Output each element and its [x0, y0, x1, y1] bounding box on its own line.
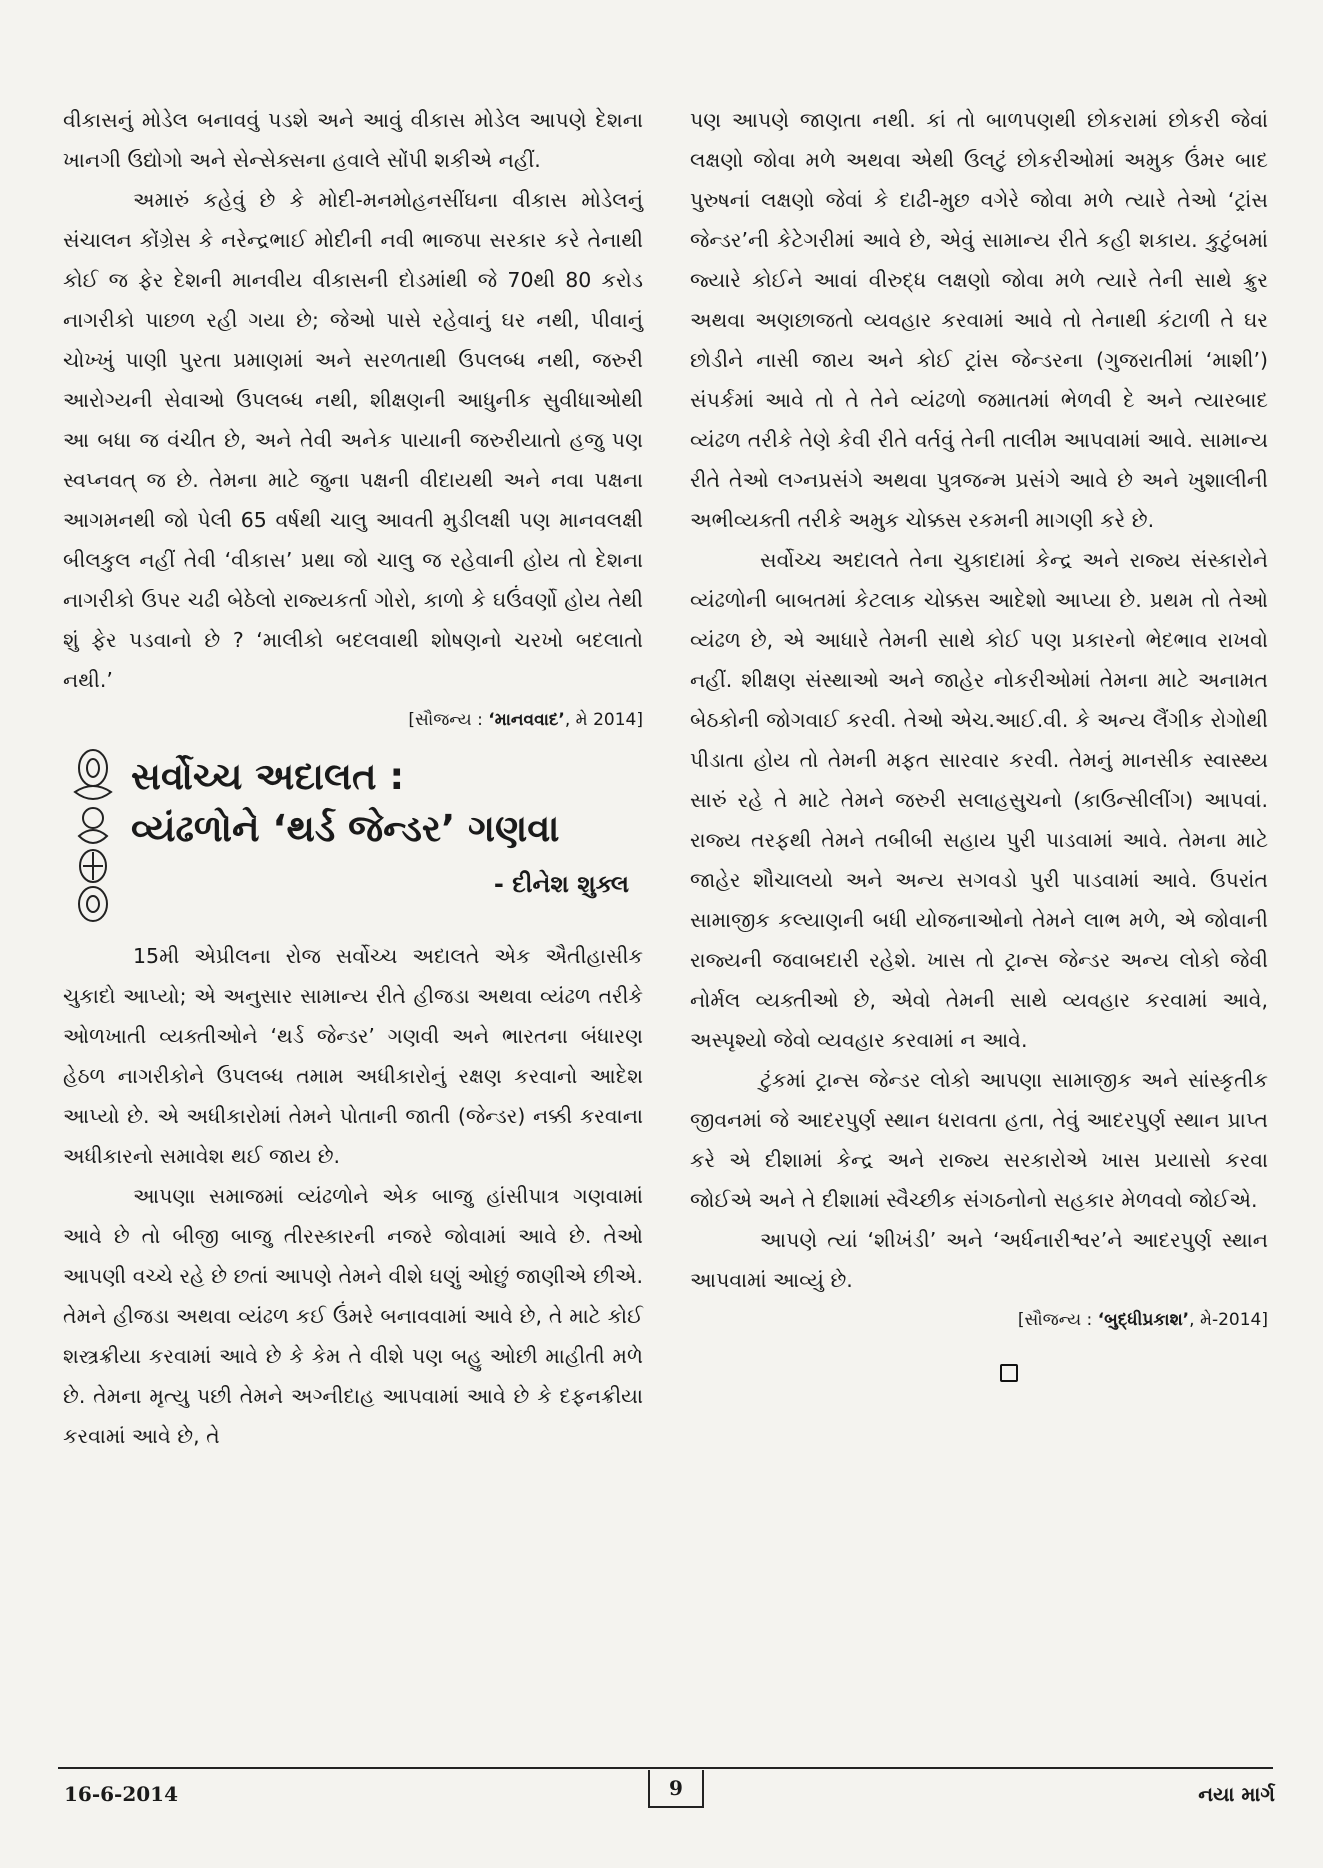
heading-line-2: વ્યંઢળોને ‘થર્ડ જેન્ડર’ ગણવા — [131, 807, 560, 850]
source-credit — [690, 1302, 1268, 1338]
credit-prefix: [સૌજન્ય : — [408, 710, 489, 730]
end-square-icon — [1000, 1364, 1018, 1382]
credit-suffix: , મે-2014] — [1189, 1310, 1268, 1330]
paragraph: આપણે ત્યાં ‘શીખંડી’ અને ‘અર્ધનારીશ્વર’ને આદરપુર્ણ સ્થાન આપવામાં આવ્યું છે. — [690, 1228, 1268, 1292]
credit-source: ‘બુદ્ધીપ્રકાશ’ — [1097, 1310, 1190, 1330]
credit-source: ‘માનવવાદ’ — [488, 710, 565, 730]
issue-date: 16-6-2014 — [64, 1782, 179, 1806]
paragraph: સર્વોચ્ચ અદાલતે તેના ચુકાદામાં કેન્દ્ર અને રાજ્ય સંસ્કારોને વ્યંઢળોની બાબતમાં કેટલાક ચોક્કસ આદેશો આપ્યા છે. પ્રથમ તો તેઓ વ્યંઢળ છે, એ આધારે તેમની સાથે કોઈ પણ પ્રકારનો ભેદભાવ રાખવો નહીં. શીક્ષણ સંસ્થાઓ અને જાહેર નોકરીઓમાં તેમના માટે અનામત બેઠકોની જોગવાઈ કરવી. તેઓ એચ.આઈ.વી. કે અન્ય લૈંગીક રોગોથી પીડાતા હોય તો તેમની મફત સારવાર કરવી. તેમનું માનસીક સ્વાસ્થ્ય સારું રહે તે માટે તેમને જરુરી સલાહસુચનો (કાઉન્સીલીંગ) આપવાં. રાજ્ય તરફથી તેમને તબીબી સહાય પુરી પાડવામાં આવે. તેમના માટે જાહેર શૌચાલયો અને અન્ય સગવડો પુરી પાડવામાં આવે. ઉપરાંત સામાજીક કલ્યાણની બધી યોજનાઓનો તેમને લાભ મળે, એ જોવાની રાજ્યની જવાબદારી રહેશે. ખાસ તો ટ્રાન્સ જેન્ડર અન્ય લોકો જેવી નોર્મલ વ્યક્તીઓ છે, એવો તેમની સાથે વ્યવહાર કરવામાં આવે, અસ્પૃશ્યો જેવો વ્યવહાર કરવામાં ન આવે. — [690, 548, 1268, 1052]
article-heading — [63, 746, 643, 936]
credit-prefix: [સૌજન્ય : — [1017, 1310, 1098, 1330]
paragraph: વીકાસનું મોડેલ બનાવવું પડશે અને આવું વીકાસ મોડેલ આપણે દેશના ખાનગી ઉદ્યોગો અને સેન્સેક્સના હવાલે સોંપી શકીએ નહીં. — [63, 108, 643, 172]
footer-divider — [58, 1767, 1273, 1769]
paragraph: પણ આપણે જાણતા નથી. કાં તો બાળપણથી છોકરામાં છોકરી જેવાં લક્ષણો જોવા મળે અથવા એથી ઉલટું છોકરીઓમાં અમુક ઉંમર બાદ પુરુષનાં લક્ષણો જેવાં કે દાઢી-મુછ વગેરે જોવા મળે ત્યારે તેઓ ‘ટ્રાંસ જેન્ડર’ની કેટેગરીમાં આવે છે, એવું સામાન્ય રીતે કહી શકાય. કુટુંબમાં જ્યારે કોઈને આવાં વીરુદ્ધ લક્ષણો જોવા મળે ત્યારે તેની સાથે ક્રુર અથવા અણછાજતો વ્યવહાર કરવામાં આવે તો તેનાથી કંટાળી તે ઘર છોડીને નાસી જાય અને કોઈ ટ્રાંસ જેન્ડરના (ગુજરાતીમાં ‘માશી’) સંપર્કમાં આવે તો તે તેને વ્યંઢળો જમાતમાં ભેળવી દે અને ત્યારબાદ વ્યંઢળ તરીકે તેણે કેવી રીતે વર્તવું તેની તાલીમ આપવામાં આવે. સામાન્ય રીતે તેઓ લગ્નપ્રસંગે અથવા પુત્રજન્મ પ્રસંગે આવે છે અને ખુશાલીની અભીવ્યક્તી તરીકે અમુક ચોક્કસ રકમની માગણી કરે છે. — [690, 108, 1268, 532]
paragraph: ટુંકમાં ટ્રાન્સ જેન્ડર લોકો આપણા સામાજીક અને સાંસ્કૃતીક જીવનમાં જે આદરપુર્ણ સ્થાન ધરાવતા હતા, તેવું આદરપુર્ણ સ્થાન પ્રાપ્ત કરે એ દીશામાં કેન્દ્ર અને રાજ્ય સરકારોએ ખાસ પ્રયાસો કરવા જોઈએ અને તે દીશામાં સ્વૈચ્છીક સંગઠનોનો સહકાર મેળવવો જોઈએ. — [690, 1068, 1268, 1212]
author-byline: - દીનેશ શુક્લ — [493, 870, 629, 898]
heading-line-1: સર્વોચ્ચ અદાલત : — [131, 755, 405, 798]
paragraph: 15મી એપ્રીલના રોજ સર્વોચ્ચ અદાલતે એક ઐતીહાસીક ચુકાદો આપ્યો; એ અનુસાર સામાન્ય રીતે હીજડા અથવા વ્યંઢળ તરીકે ઓળખાતી વ્યક્તીઓને ‘થર્ડ જેન્ડર’ ગણવી અને ભારતના બંધારણ હેઠળ નાગરીકોને ઉપલબ્ધ તમામ અધીકારોનું રક્ષણ કરવાનો આદેશ આપ્યો છે. એ અધીકારોમાં તેમને પોતાની જાતી (જેન્ડર) નક્કી કરવાના અધીકારનો સમાવેશ થઈ જાય છે. — [63, 944, 643, 1168]
left-column — [63, 100, 643, 1456]
paragraph: અમારું કહેવું છે કે મોદી-મનમોહનસીંઘના વીકાસ મોડેલનું સંચાલન કોંગ્રેસ કે નરેન્દ્રભાઈ મોદીની નવી ભાજપા સરકાર કરે તેનાથી કોઈ જ ફેર દેશની માનવીય વીકાસની દોડમાંથી જે 70થી 80 કરોડ નાગરીકો પાછળ રહી ગયા છે; જેઓ પાસે રહેવાનું ઘર નથી, પીવાનું ચોખ્ખું પાણી પુરતા પ્રમાણમાં અને સરળતાથી ઉપલબ્ધ નથી, જરુરી આરોગ્યની સેવાઓ ઉપલબ્ધ નથી, શીક્ષણની આધુનીક સુવીધાઓથી આ બધા જ વંચીત છે, અને તેવી અનેક પાયાની જરુરીયાતો હજુ પણ સ્વપ્નવત્ જ છે. તેમના માટે જુના પક્ષની વીદાયથી અને નવા પક્ષના આગમનથી જો પેલી 65 વર્ષથી ચાલુ આવતી મુડીલક્ષી પણ માનવલક્ષી બીલકુલ નહીં તેવી ‘વીકાસ’ પ્રથા જો ચાલુ જ રહેવાની હોય તો દેશના નાગરીકો ઉપર ચઢી બેઠેલો રાજ્યકર્તા ગોરો, કાળો કે ઘઉંવર્ણો હોય તેથી શું ફેર પડવાનો છે ? ‘માલીકો બદલવાથી શોષણનો ચરખો બદલાતો નથી.’ — [63, 188, 643, 692]
source-credit — [63, 702, 643, 738]
ornament-icon — [63, 746, 123, 926]
page-number: 9 — [648, 1770, 704, 1808]
paragraph: આપણા સમાજમાં વ્યંઢળોને એક બાજુ હાંસીપાત્ર ગણવામાં આવે છે તો બીજી બાજુ તીરસ્કારની નજરે જોવામાં આવે છે. તેઓ આપણી વચ્ચે રહે છે છતાં આપણે તેમને વીશે ઘણું ઓછું જાણીએ છીએ. તેમને હીજડા અથવા વ્યંઢળ કઈ ઉંમરે બનાવવામાં આવે છે, તે માટે કોઈ શસ્ત્રક્રીયા કરવામાં આવે છે કે કેમ તે વીશે પણ બહુ ઓછી માહીતી મળે છે. તેમના મૃત્યુ પછી તેમને અગ્નીદાહ આપવામાં આવે છે કે દફનક્રીયા કરવામાં આવે છે, તે — [63, 1184, 643, 1448]
end-mark — [690, 1352, 1268, 1392]
right-column — [690, 100, 1268, 1392]
magazine-name: નયા માર્ગ — [1198, 1782, 1275, 1806]
credit-suffix: , મે 2014] — [564, 710, 643, 730]
